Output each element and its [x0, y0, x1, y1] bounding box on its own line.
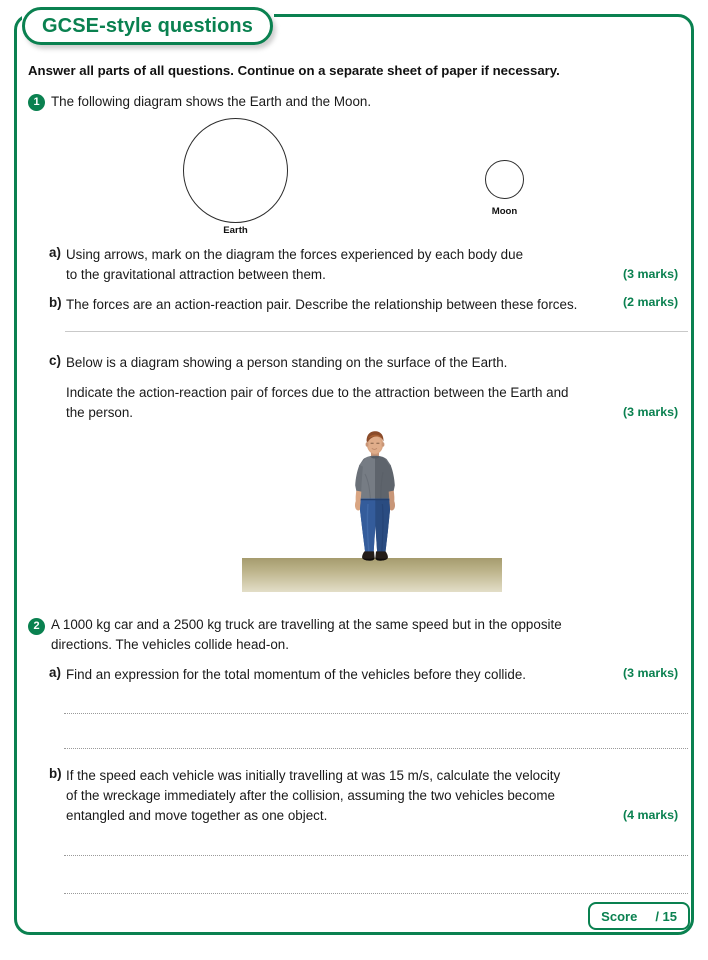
q1-part-b-marks: (2 marks) [623, 295, 679, 309]
q2-part-b-line-2: of the wreckage immediately after the collision, assuming the two vehicles become [66, 788, 555, 803]
question-number-2: 2 [28, 618, 45, 635]
earth-label: Earth [223, 225, 248, 236]
question-2-stem-line-2: directions. The vehicles collide head-on. [51, 637, 289, 652]
q2-part-b-line-1: If the speed each vehicle was initially travelling at was 15 m/s, calculate the velocity [66, 768, 561, 783]
q1-part-a-label: a) [49, 245, 61, 260]
section-divider [65, 331, 688, 332]
q1-part-b-label: b) [49, 295, 62, 310]
q1-part-c-line-1: Below is a diagram showing a person standing on the surface of the Earth. [66, 355, 508, 370]
q2-part-a-label: a) [49, 665, 61, 680]
q1-part-a-line-2: to the gravitational attraction between them. [66, 267, 326, 282]
q2-part-b-label: b) [49, 766, 62, 781]
answer-line[interactable] [64, 748, 688, 749]
moon-label: Moon [491, 206, 518, 217]
q1-part-c-line-3: the person. [66, 405, 133, 420]
person-figure-icon [345, 428, 405, 566]
instruction-text: Answer all parts of all questions. Continue on a separate sheet of paper if necessary. [28, 63, 560, 78]
q1-part-a-line-1: Using arrows, mark on the diagram the forces experienced by each body due [66, 247, 524, 262]
score-total: / 15 [655, 908, 677, 924]
question-2-stem-line-1: A 1000 kg car and a 2500 kg truck are travelling at the same speed but in the opposite [51, 617, 562, 632]
answer-line[interactable] [64, 893, 688, 894]
q1-part-c-marks: (3 marks) [623, 405, 679, 419]
q2-part-a-line-1: Find an expression for the total momentum of the vehicles before they collide. [66, 667, 526, 682]
q2-part-b-marks: (4 marks) [623, 808, 679, 822]
q1-part-b-line-1: The forces are an action-reaction pair. Describe the relationship between these forces. [66, 297, 578, 312]
q1-part-c-label: c) [49, 353, 61, 368]
q2-part-a-marks: (3 marks) [623, 666, 679, 680]
q2-part-b-line-3: entangled and move together as one object. [66, 808, 328, 823]
score-box[interactable] [588, 902, 690, 930]
moon-circle [485, 160, 524, 199]
question-1-stem: The following diagram shows the Earth and the Moon. [51, 94, 372, 109]
q1-part-a-marks: (3 marks) [623, 267, 679, 281]
earth-circle [183, 118, 288, 223]
answer-line[interactable] [64, 713, 688, 714]
page-title: GCSE-style questions [42, 14, 253, 37]
worksheet-content [14, 14, 694, 935]
question-number-1: 1 [28, 94, 45, 111]
answer-line[interactable] [64, 855, 688, 856]
score-label: Score [601, 908, 638, 924]
q1-part-c-line-2: Indicate the action-reaction pair of forces due to the attraction between the Earth and [66, 385, 569, 400]
